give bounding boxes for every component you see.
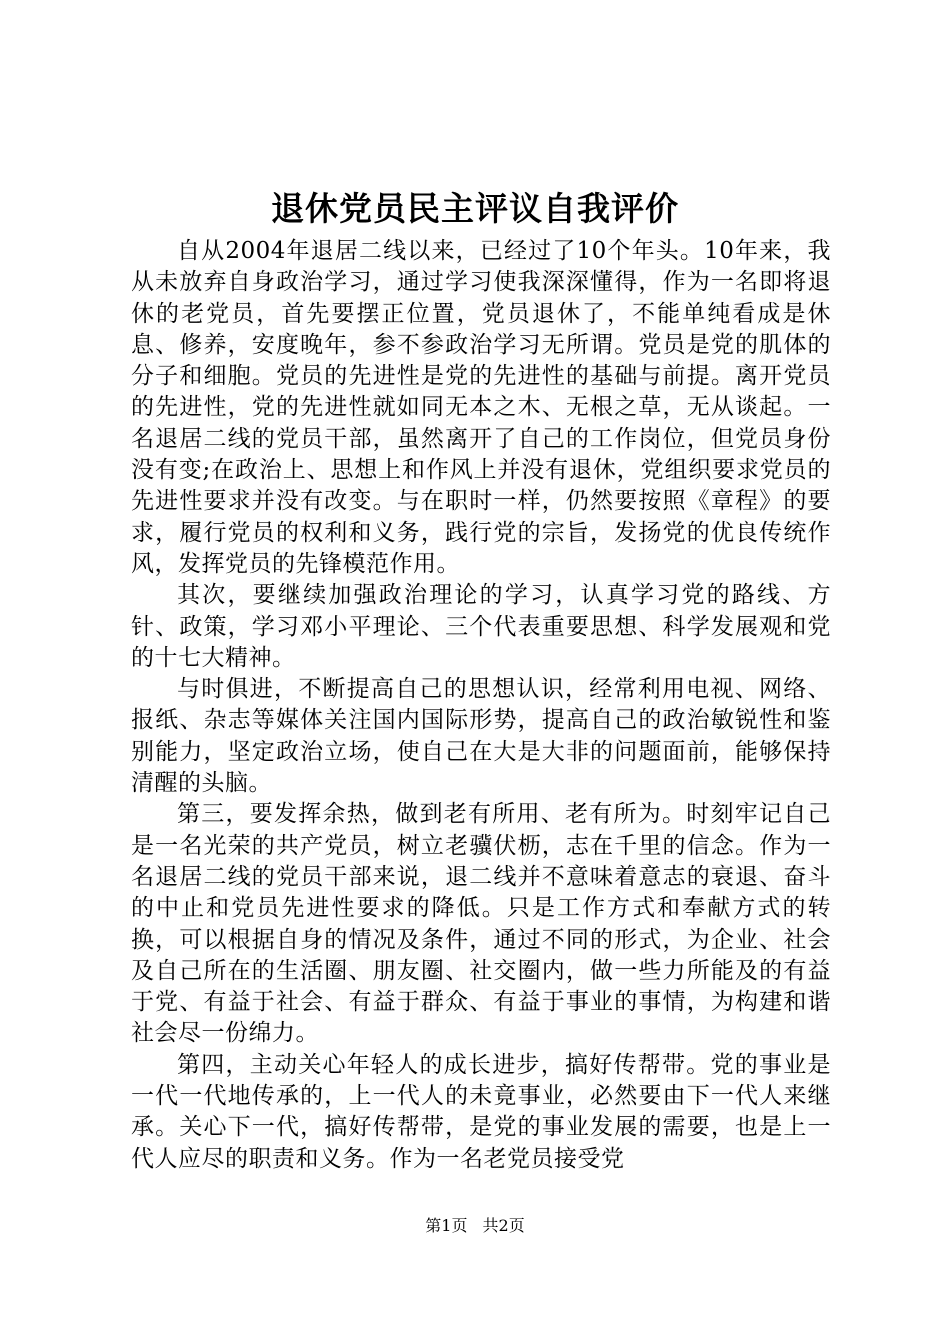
paragraph-2: 其次，要继续加强政治理论的学习，认真学习党的路线、方针、政策，学习邓小平理论、三个代表重要思想、科学发展观和党的十七大精神。 (131, 582, 831, 671)
paragraph-5: 第四，主动关心年轻人的成长进步，搞好传帮带。党的事业是一代一代地传承的，上一代人的未竟事业，必然要由下一代人来继承。关心下一代，搞好传帮带，是党的事业发展的需要，也是上一代人应尽的职责和义务。作为一名老党员接受党 (131, 1051, 831, 1172)
page-number-current: 第1页 (425, 1216, 468, 1235)
document-title: 退休党员民主评议自我评价 (271, 189, 679, 228)
paragraph-4: 第三，要发挥余热，做到老有所用、老有所为。时刻牢记自己是一名光荣的共产党员，树立老骥伏枥，志在千里的信念。作为一名退居二线的党员干部来说，退二线并不意味着意志的衰退、奋斗的中止和党员先进性要求的降低。只是工作方式和奉献方式的转换，可以根据自身的情况及条件，通过不同的形式，为企业、社会及自己所在的生活圈、朋友圈、社交圈内，做一些力所能及的有益于党、有益于社会、有益于群众、有益于事业的事情，为构建和谐社会尽一份绵力。 (131, 801, 831, 1047)
page-number-total: 共2页 (482, 1216, 525, 1235)
page-footer (0, 1215, 950, 1237)
document-body (131, 236, 831, 1175)
paragraph-3: 与时俱进，不断提高自己的思想认识，经常利用电视、网络、报纸、杂志等媒体关注国内国际形势，提高自己的政治敏锐性和鉴别能力，坚定政治立场，使自己在大是大非的问题面前，能够保持清醒的头脑。 (131, 676, 831, 797)
paragraph-1: 自从2004年退居二线以来，已经过了10个年头。10年来，我从未放弃自身政治学习，通过学习使我深深懂得，作为一名即将退休的老党员，首先要摆正位置，党员退休了，不能单纯看成是休息、修养，安度晚年，参不参政治学习无所谓。党员是党的肌体的分子和细胞。党员的先进性是党的先进性的基础与前提。离开党员的先进性，党的先进性就如同无本之木、无根之草，无从谈起。一名退居二线的党员干部，虽然离开了自己的工作岗位，但党员身份没有变;在政治上、思想上和作风上并没有退休，党组织要求党员的先进性要求并没有改变。与在职时一样，仍然要按照《章程》的要求，履行党员的权利和义务，践行党的宗旨，发扬党的优良传统作风，发挥党员的先锋模范作用。 (131, 238, 831, 577)
